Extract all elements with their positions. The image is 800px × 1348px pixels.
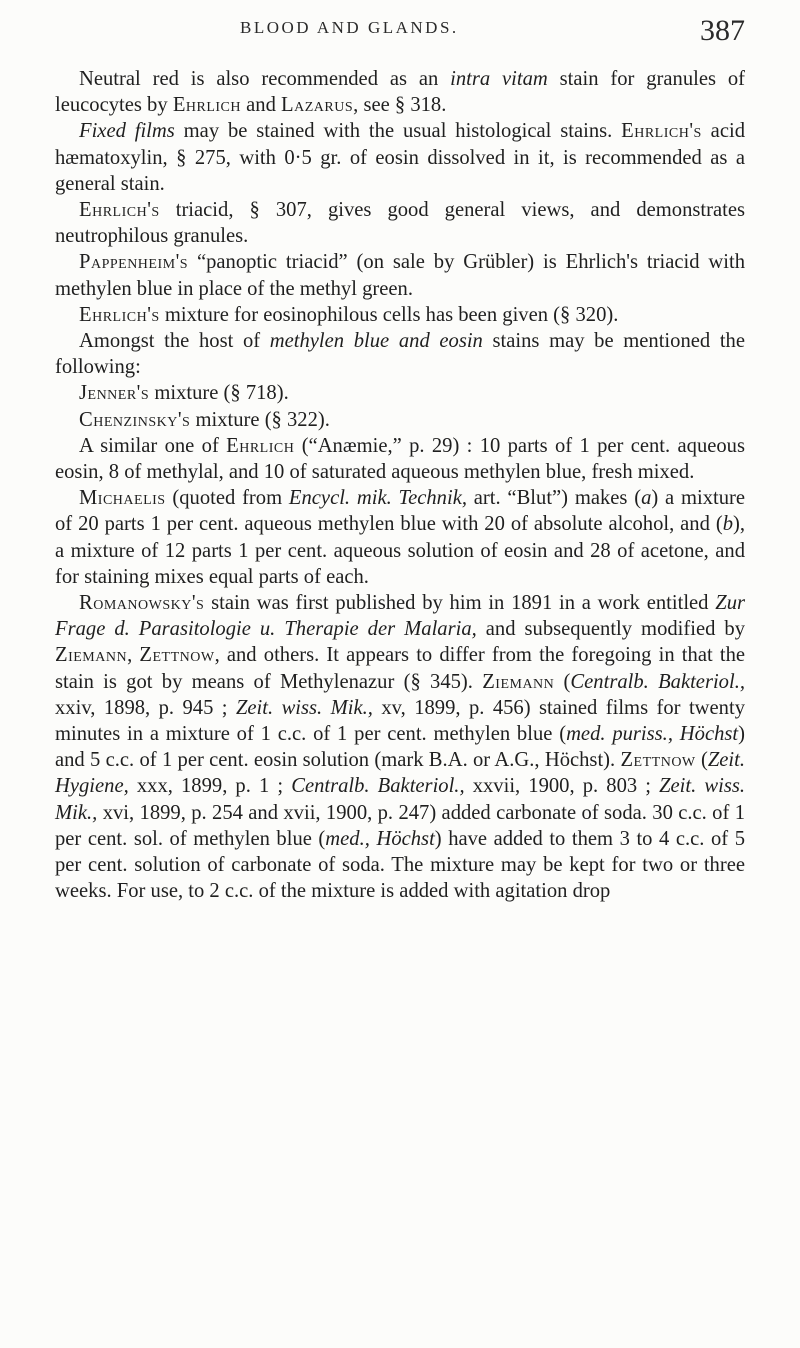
paragraph [55,302,745,328]
paragraph [55,118,745,197]
text-run: stains may be mentioned the following: [55,330,745,379]
italic-text: med., Höchst [325,827,435,850]
author-name: Ehrlich's [79,303,160,326]
text-run: A similar one of [79,434,227,457]
text-run: mixture (§ 322). [190,408,330,431]
author-name: Chenzinsky's [79,408,191,431]
text-run: ) a mixture of 20 parts 1 per cent. aqueous methylen blue with 20 of absolute alcohol, and ( [55,487,746,536]
text-run: ) have added to them 3 to 4 c.c. of 5 per cent. solution of carbonate of soda. The mixture may be kept for two or three weeks. For use, to 2 c.c. of the mixture is added with agitation drop [55,827,745,903]
text-run: , [127,644,140,667]
text-run: ) and 5 c.c. of 1 per cent. eosin solution (mark B.A. or A.G., Höchst). [55,723,745,772]
paragraph [55,249,745,301]
paragraph [55,66,745,118]
paragraph [55,433,745,485]
italic-text: Zeit. Hygiene, [55,749,745,798]
italic-text: Centralb. Bakteriol., [291,775,465,798]
author-name: Romanowsky's [79,592,205,615]
paragraph [55,485,745,590]
text-run: (quoted from [165,487,289,510]
text-run: and subsequently modified by [476,618,745,641]
text-run: xvi, 1899, p. 254 and xvii, 1900, p. 247) added carbonate of soda. 30 c.c. of 1 per cent. sol. of methylen blue ( [55,801,745,850]
author-name: Michaelis [79,487,166,510]
italic-text: Fixed films [79,120,175,143]
text-run: may be stained with the usual histological stains. [174,120,622,143]
author-name: Ehrlich's [621,120,702,143]
italic-text: Zeit. wiss. Mik., [55,775,745,824]
paragraph [55,197,745,249]
author-name: Ehrlich [172,94,242,117]
text-run: , see § 318. [353,94,447,117]
text-run: stain was first published by him in 1891 in a work entitled [204,592,716,615]
text-run: , and others. It appears to differ from the foregoing in that the stain is got by means of Methylenazur (§ 345). [55,644,746,693]
author-name: Ziemann [482,670,555,693]
author-name: Ehrlich [226,434,295,457]
author-name: Zettnow [620,749,696,772]
text-run: ), a mixture of 12 parts 1 per cent. aqueous solution of eosin and 28 of acetone, and for staining mixes equal parts of each. [55,513,745,588]
running-head: BLOOD AND GLANDS. [240,18,459,37]
text-run: “panoptic triacid” (on sale by Grübler) is Ehrlich's triacid with methylen blue in place of the methyl green. [55,251,745,300]
italic-text: Centralb. Bakteriol., [570,670,745,693]
page-number: 387 [700,14,745,47]
italic-text: methylen blue and eosin [269,330,483,353]
author-name: Ziemann [55,644,128,667]
text-run: xxiv, 1898, p. 945 ; [55,696,236,719]
italic-text: Encycl. mik. Technik, [288,487,467,510]
author-name: Ehrlich's [79,199,160,222]
paragraph [55,380,745,406]
paragraph [55,407,745,433]
text-run: stain for granules of leucocytes by [55,68,746,117]
italic-text: Zeit. wiss. Mik., [235,696,373,719]
page-header [60,14,745,52]
text-run: ( [554,670,571,693]
text-run: and [241,94,282,117]
text-run: xxx, 1899, p. 1 ; [128,775,292,798]
text-run: Amongst the host of [79,330,270,353]
text-run: ( [695,749,708,772]
italic-text: b [722,513,733,536]
author-name: Pappenheim's [79,251,189,274]
text-run: Neutral red is also recommended as an [79,68,451,90]
paragraph [55,328,745,380]
author-name: Jenner's [79,382,150,405]
body-text [55,66,745,905]
italic-text: a [641,487,652,510]
text-run: xv, 1899, p. 456) stained films for twenty minutes in a mixture of 1 c.c. of 1 per cent. methylen blue ( [55,696,745,746]
paragraph [55,590,745,904]
text-run: (“Anæmie,” p. 29) : 10 parts of 1 per cent. aqueous eosin, 8 of methylal, and 10 of saturated aqueous methylen blue, fresh mixed. [55,434,745,484]
text-run: mixture (§ 718). [149,382,289,405]
text-run: xxvii, 1900, p. 803 ; [464,775,660,798]
text-run: acid hæmatoxylin, § 275, with 0·5 gr. of eosin dissolved in it, is recommended as a general stain. [55,120,745,195]
author-name: Zettnow [139,644,215,667]
italic-text: med. puriss., Höchst [566,723,739,746]
text-run: mixture for eosinophilous cells has been given (§ 320). [159,303,619,326]
italic-text: Zur Frage d. Parasitologie u. Therapie der Malaria, [55,592,745,641]
author-name: Lazarus [281,94,354,117]
text-run: art. “Blut”) makes ( [466,487,642,510]
text-run: triacid, § 307, gives good general views, and demonstrates neutrophilous granules. [55,199,745,248]
italic-text: intra vitam [450,68,548,90]
